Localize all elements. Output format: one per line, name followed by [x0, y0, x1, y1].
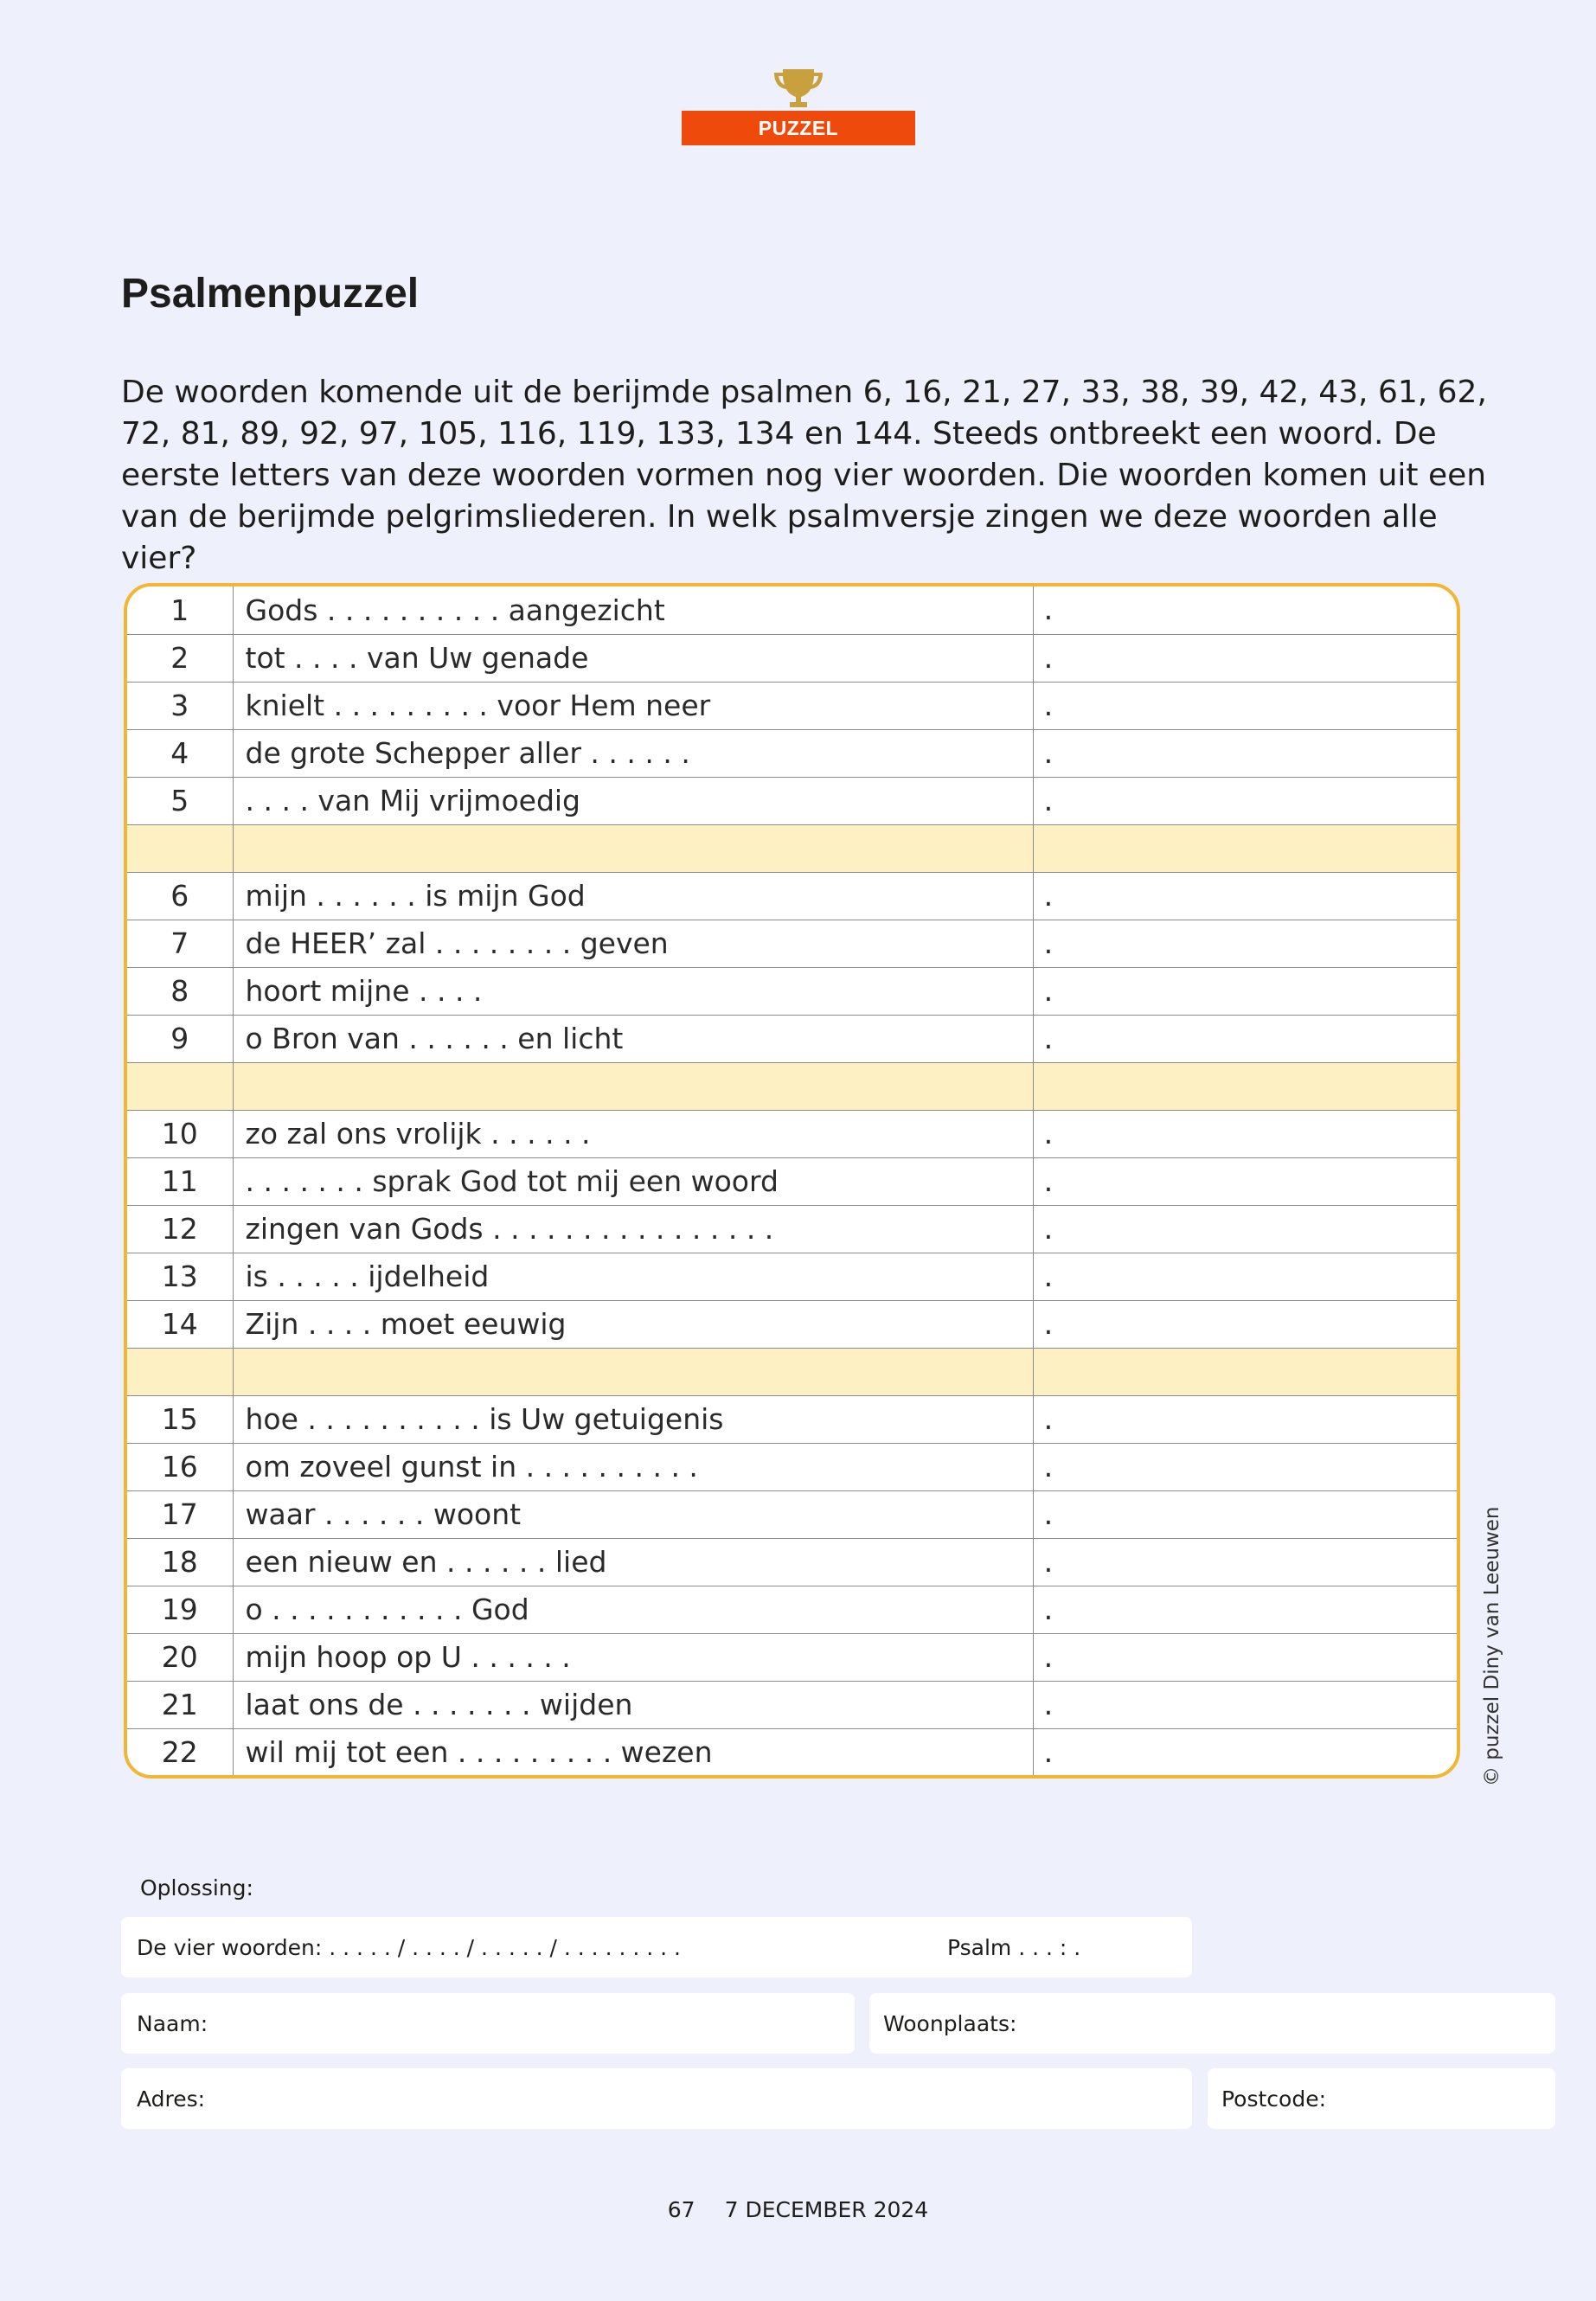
divider-cell: [127, 824, 233, 872]
copyright-credit: © puzzel Diny van Leeuwen: [1481, 1506, 1503, 1786]
puzzle-row: [127, 1728, 1457, 1776]
psalm-label: Psalm . . . : .: [947, 1934, 1081, 1960]
puzzle-row: [127, 729, 1457, 777]
puzzle-row: [127, 1300, 1457, 1348]
row-answer[interactable]: .: [1033, 1157, 1457, 1205]
row-number: 4: [127, 729, 233, 777]
row-clue: is . . . . . ijdelheid: [233, 1253, 1033, 1300]
city-label: Woonplaats:: [883, 2010, 1017, 2036]
row-number: 8: [127, 967, 233, 1015]
row-number: 18: [127, 1538, 233, 1586]
row-answer[interactable]: .: [1033, 1110, 1457, 1157]
row-clue: zingen van Gods . . . . . . . . . . . . . . . .: [233, 1205, 1033, 1253]
puzzle-row: [127, 1205, 1457, 1253]
section-label: PUZZEL: [682, 111, 915, 145]
puzzle-table: [127, 586, 1457, 1776]
row-number: 15: [127, 1395, 233, 1443]
row-answer[interactable]: .: [1033, 1205, 1457, 1253]
row-answer[interactable]: .: [1033, 1015, 1457, 1062]
row-clue: hoort mijne . . . .: [233, 967, 1033, 1015]
divider-cell: [127, 1348, 233, 1395]
row-answer[interactable]: .: [1033, 586, 1457, 634]
divider-row: [127, 824, 1457, 872]
address-label: Adres:: [137, 2086, 206, 2112]
divider-cell: [233, 824, 1033, 872]
puzzle-row: [127, 1015, 1457, 1062]
puzzle-grid: [124, 583, 1460, 1779]
row-number: 2: [127, 634, 233, 682]
row-number: 3: [127, 682, 233, 729]
solution-words-field[interactable]: [121, 1917, 1192, 1977]
row-number: 12: [127, 1205, 233, 1253]
divider-row: [127, 1062, 1457, 1110]
puzzle-row: [127, 1633, 1457, 1681]
puzzle-row: [127, 682, 1457, 729]
row-number: 13: [127, 1253, 233, 1300]
name-label: Naam:: [137, 2010, 208, 2036]
puzzle-row: [127, 872, 1457, 920]
puzzle-row: [127, 586, 1457, 634]
row-number: 6: [127, 872, 233, 920]
puzzle-row: [127, 920, 1457, 967]
row-clue: . . . . . . . sprak God tot mij een woord: [233, 1157, 1033, 1205]
row-number: 20: [127, 1633, 233, 1681]
puzzle-row: [127, 1157, 1457, 1205]
row-clue: mijn . . . . . . is mijn God: [233, 872, 1033, 920]
row-number: 21: [127, 1681, 233, 1728]
row-answer[interactable]: .: [1033, 920, 1457, 967]
row-clue: . . . . van Mij vrijmoedig: [233, 777, 1033, 824]
row-clue: waar . . . . . . woont: [233, 1490, 1033, 1538]
divider-cell: [233, 1348, 1033, 1395]
row-clue: mijn hoop op U . . . . . .: [233, 1633, 1033, 1681]
divider-row: [127, 1348, 1457, 1395]
row-answer[interactable]: .: [1033, 729, 1457, 777]
puzzle-row: [127, 634, 1457, 682]
row-clue: om zoveel gunst in . . . . . . . . . .: [233, 1443, 1033, 1490]
page-number: 67: [667, 2197, 695, 2222]
puzzle-row: [127, 1538, 1457, 1586]
row-clue: een nieuw en . . . . . . lied: [233, 1538, 1033, 1586]
row-clue: o Bron van . . . . . . en licht: [233, 1015, 1033, 1062]
city-field[interactable]: [869, 1993, 1555, 2054]
row-clue: knielt . . . . . . . . . voor Hem neer: [233, 682, 1033, 729]
row-answer[interactable]: .: [1033, 1490, 1457, 1538]
puzzle-row: [127, 777, 1457, 824]
row-answer[interactable]: .: [1033, 1633, 1457, 1681]
puzzle-row: [127, 1110, 1457, 1157]
row-answer[interactable]: .: [1033, 872, 1457, 920]
row-clue: de HEER’ zal . . . . . . . . geven: [233, 920, 1033, 967]
row-number: 22: [127, 1728, 233, 1776]
intro-text: De woorden komende uit de berijmde psalmen 6, 16, 21, 27, 33, 38, 39, 42, 43, 61, 62, 72, 81, 89, 92, 97, 105, 116, 119, 133, 134 en 144. Steeds ontbreekt een woord. De eerste letters van deze woorden vormen nog vier woorden. Die woorden komen uit een van de berijmde pelgrimsliederen. In welk psalmversje zingen we deze woorden alle vier?: [121, 375, 1487, 576]
name-field[interactable]: [121, 1993, 855, 2054]
puzzle-row: [127, 1253, 1457, 1300]
row-answer[interactable]: .: [1033, 1681, 1457, 1728]
solution-words-label: De vier woorden: . . . . . / . . . . / . . . . . / . . . . . . . . .: [137, 1934, 681, 1960]
row-answer[interactable]: .: [1033, 967, 1457, 1015]
row-answer[interactable]: .: [1033, 777, 1457, 824]
row-clue: hoe . . . . . . . . . . is Uw getuigenis: [233, 1395, 1033, 1443]
issue-date: 7 DECEMBER 2024: [724, 2197, 929, 2222]
puzzle-row: [127, 1395, 1457, 1443]
row-answer[interactable]: .: [1033, 634, 1457, 682]
row-number: 11: [127, 1157, 233, 1205]
row-answer[interactable]: .: [1033, 1443, 1457, 1490]
divider-cell: [233, 1062, 1033, 1110]
row-clue: Zijn . . . . moet eeuwig: [233, 1300, 1033, 1348]
row-answer[interactable]: .: [1043, 1734, 1054, 1770]
page-footer: [0, 2197, 1596, 2222]
puzzle-row: [127, 967, 1457, 1015]
row-number: 14: [127, 1300, 233, 1348]
section-badge: [682, 67, 915, 145]
divider-cell: [1033, 1062, 1457, 1110]
row-clue: laat ons de . . . . . . . wijden: [233, 1681, 1033, 1728]
row-number: 9: [127, 1015, 233, 1062]
row-answer[interactable]: .: [1033, 1300, 1457, 1348]
puzzle-row: [127, 1490, 1457, 1538]
address-field[interactable]: [121, 2068, 1192, 2129]
postcode-label: Postcode:: [1221, 2086, 1327, 2112]
row-number: 7: [127, 920, 233, 967]
puzzle-row: [127, 1443, 1457, 1490]
row-answer[interactable]: .: [1033, 1586, 1457, 1633]
row-number: 16: [127, 1443, 233, 1490]
divider-cell: [1033, 1348, 1457, 1395]
page-title: Psalmenpuzzel: [121, 271, 420, 317]
row-clue: Gods . . . . . . . . . . aangezicht: [233, 586, 1033, 634]
row-clue: o . . . . . . . . . . . God: [233, 1586, 1033, 1633]
row-number: 17: [127, 1490, 233, 1538]
solution-label: Oplossing:: [140, 1875, 253, 1900]
row-number: 1: [127, 586, 233, 634]
trophy-icon: [771, 67, 826, 111]
row-clue: de grote Schepper aller . . . . . .: [233, 729, 1033, 777]
row-number: 19: [127, 1586, 233, 1633]
row-clue: wil mij tot een . . . . . . . . . wezen: [233, 1728, 1033, 1776]
row-answer[interactable]: .: [1033, 1253, 1457, 1300]
row-clue: zo zal ons vrolijk . . . . . .: [233, 1110, 1033, 1157]
puzzle-row: [127, 1586, 1457, 1633]
row-answer[interactable]: .: [1033, 1538, 1457, 1586]
row-answer[interactable]: .: [1033, 1395, 1457, 1443]
row-answer[interactable]: .: [1033, 682, 1457, 729]
row-number: 5: [127, 777, 233, 824]
puzzle-row: [127, 1681, 1457, 1728]
row-clue: tot . . . . van Uw genade: [233, 634, 1033, 682]
divider-cell: [127, 1062, 233, 1110]
postcode-field[interactable]: [1208, 2068, 1555, 2129]
row-number: 10: [127, 1110, 233, 1157]
divider-cell: [1033, 824, 1457, 872]
